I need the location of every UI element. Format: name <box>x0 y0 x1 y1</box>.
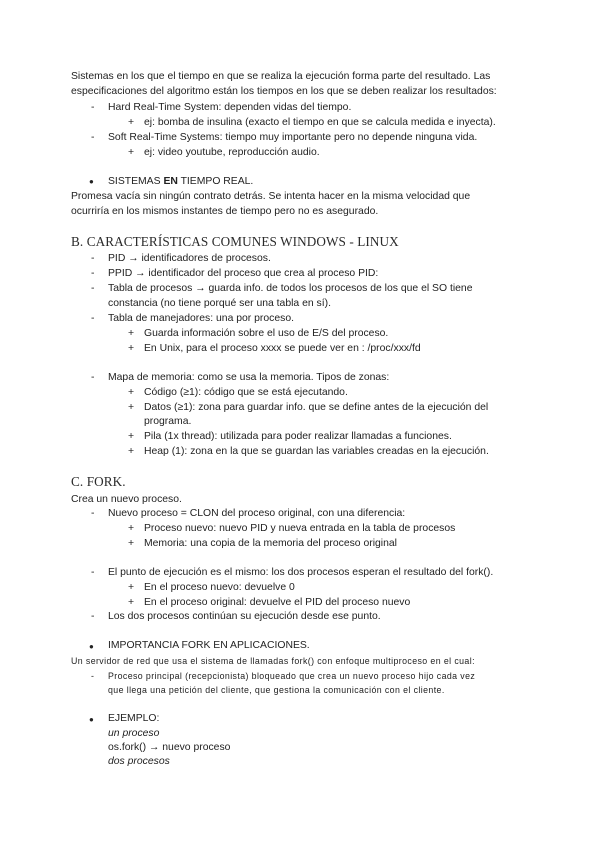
dash-marker: - <box>91 253 95 264</box>
intro-line-1: Sistemas en los que el tiempo en que se realiza la ejecución forma parte del resultado. Las <box>71 71 491 82</box>
hard-example: ej: bomba de insulina (exacto el tiempo en que se calcula medida e inyecta). <box>144 117 496 128</box>
dash-marker: - <box>91 567 95 578</box>
bullet-icon: ● <box>89 715 94 724</box>
punto-sub-b: En el proceso original: devuelve el PID del proceso nuevo <box>144 597 411 608</box>
ejemplo-line-1: un proceso <box>108 728 160 739</box>
dash-marker: - <box>91 102 95 113</box>
importancia-title: IMPORTANCIA FORK EN APLICACIONES. <box>108 640 310 651</box>
dash-marker: - <box>91 313 95 324</box>
str-title: SISTEMAS EN TIEMPO REAL. <box>108 176 254 187</box>
punto-sub-a: En el proceso nuevo: devuelve 0 <box>144 582 295 593</box>
plus-marker: + <box>128 538 135 549</box>
importancia-line-1: Un servidor de red que usa el sistema de llamadas fork() con enfoque multiproceso en el cual: <box>71 656 475 666</box>
importancia-line-3: que llega una petición del cliente, que gestiona la comunicación con el cliente. <box>108 685 445 695</box>
dash-marker: - <box>91 671 95 681</box>
plus-marker: + <box>128 147 135 158</box>
str-line-1: Promesa vacía sin ningún contrato detrás. Se intenta hacer en la misma velocidad que <box>71 191 471 202</box>
plus-marker: + <box>128 117 135 128</box>
dash-marker: - <box>91 132 95 143</box>
bullet-icon: ● <box>89 642 94 651</box>
ppid-item: PPID → identificador del proceso que crea al proceso PID: <box>108 268 379 279</box>
ejemplo-title: EJEMPLO: <box>108 713 160 724</box>
bullet-icon: ● <box>89 177 94 186</box>
section-b-heading: B. CARACTERÍSTICAS COMUNES WINDOWS - LINUX <box>71 234 399 249</box>
plus-marker: + <box>128 328 135 339</box>
plus-marker: + <box>128 582 135 593</box>
plus-marker: + <box>128 431 135 442</box>
dash-marker: - <box>91 508 95 519</box>
zona-datos-line-1: Datos (≥1): zona para guardar info. que se define antes de la ejecución del <box>144 402 489 413</box>
section-c-heading: C. FORK. <box>71 474 126 489</box>
ejemplo-line-2: os.fork() → nuevo proceso <box>108 742 231 753</box>
dash-marker: - <box>91 611 95 622</box>
str-line-2: ocurriría en los mismos instantes de tiempo pero no es asegurado. <box>71 206 379 217</box>
importancia-line-2: Proceso principal (recepcionista) bloqueado que crea un nuevo proceso hijo cada vez <box>108 671 476 681</box>
fork-intro: Crea un nuevo proceso. <box>71 494 182 505</box>
plus-marker: + <box>128 597 135 608</box>
hard-real-time-item: Hard Real-Time System: dependen vidas del tiempo. <box>108 102 352 113</box>
manejadores-sub-a: Guarda información sobre el uso de E/S del proceso. <box>144 328 389 339</box>
soft-example: ej: video youtube, reproducción audio. <box>144 147 320 158</box>
tabla-manejadores-item: Tabla de manejadores: una por proceso. <box>108 313 294 324</box>
clon-item: Nuevo proceso = CLON del proceso original, con una diferencia: <box>108 508 406 519</box>
plus-marker: + <box>128 387 135 398</box>
tabla-procesos-line-1: Tabla de procesos → guarda info. de todos los procesos de los que el SO tiene <box>108 283 473 294</box>
dash-marker: - <box>91 283 95 294</box>
plus-marker: + <box>128 446 135 457</box>
zona-heap: Heap (1): zona en la que se guardan las variables creadas en la ejecución. <box>144 446 489 457</box>
clon-sub-a: Proceso nuevo: nuevo PID y nueva entrada en la tabla de procesos <box>144 523 456 534</box>
tabla-procesos-line-2: constancia (no tiene porqué ser una tabla en sí). <box>108 298 331 309</box>
dash-marker: - <box>91 268 95 279</box>
zona-codigo: Código (≥1): código que se está ejecutando. <box>144 387 348 398</box>
zona-datos-line-2: programa. <box>144 416 192 427</box>
plus-marker: + <box>128 523 135 534</box>
ejemplo-line-3: dos procesos <box>108 756 170 767</box>
plus-marker: + <box>128 402 135 413</box>
plus-marker: + <box>128 343 135 354</box>
clon-sub-b: Memoria: una copia de la memoria del proceso original <box>144 538 397 549</box>
dash-marker: - <box>91 372 95 383</box>
manejadores-sub-b: En Unix, para el proceso xxxx se puede ver en : /proc/xxx/fd <box>144 343 421 354</box>
continuan-item: Los dos procesos continúan su ejecución desde ese punto. <box>108 611 381 622</box>
punto-ejecucion-item: El punto de ejecución es el mismo: los dos procesos esperan el resultado del fork(). <box>108 567 494 578</box>
mapa-memoria-item: Mapa de memoria: como se usa la memoria. Tipos de zonas: <box>108 372 390 383</box>
pid-item: PID → identificadores de procesos. <box>108 253 271 264</box>
intro-line-2: especificaciones del algoritmo están los tiempos en los que se deben realizar los resultados: <box>71 86 497 97</box>
soft-real-time-item: Soft Real-Time Systems: tiempo muy importante pero no depende ninguna vida. <box>108 132 478 143</box>
zona-pila: Pila (1x thread): utilizada para poder realizar llamadas a funciones. <box>144 431 452 442</box>
